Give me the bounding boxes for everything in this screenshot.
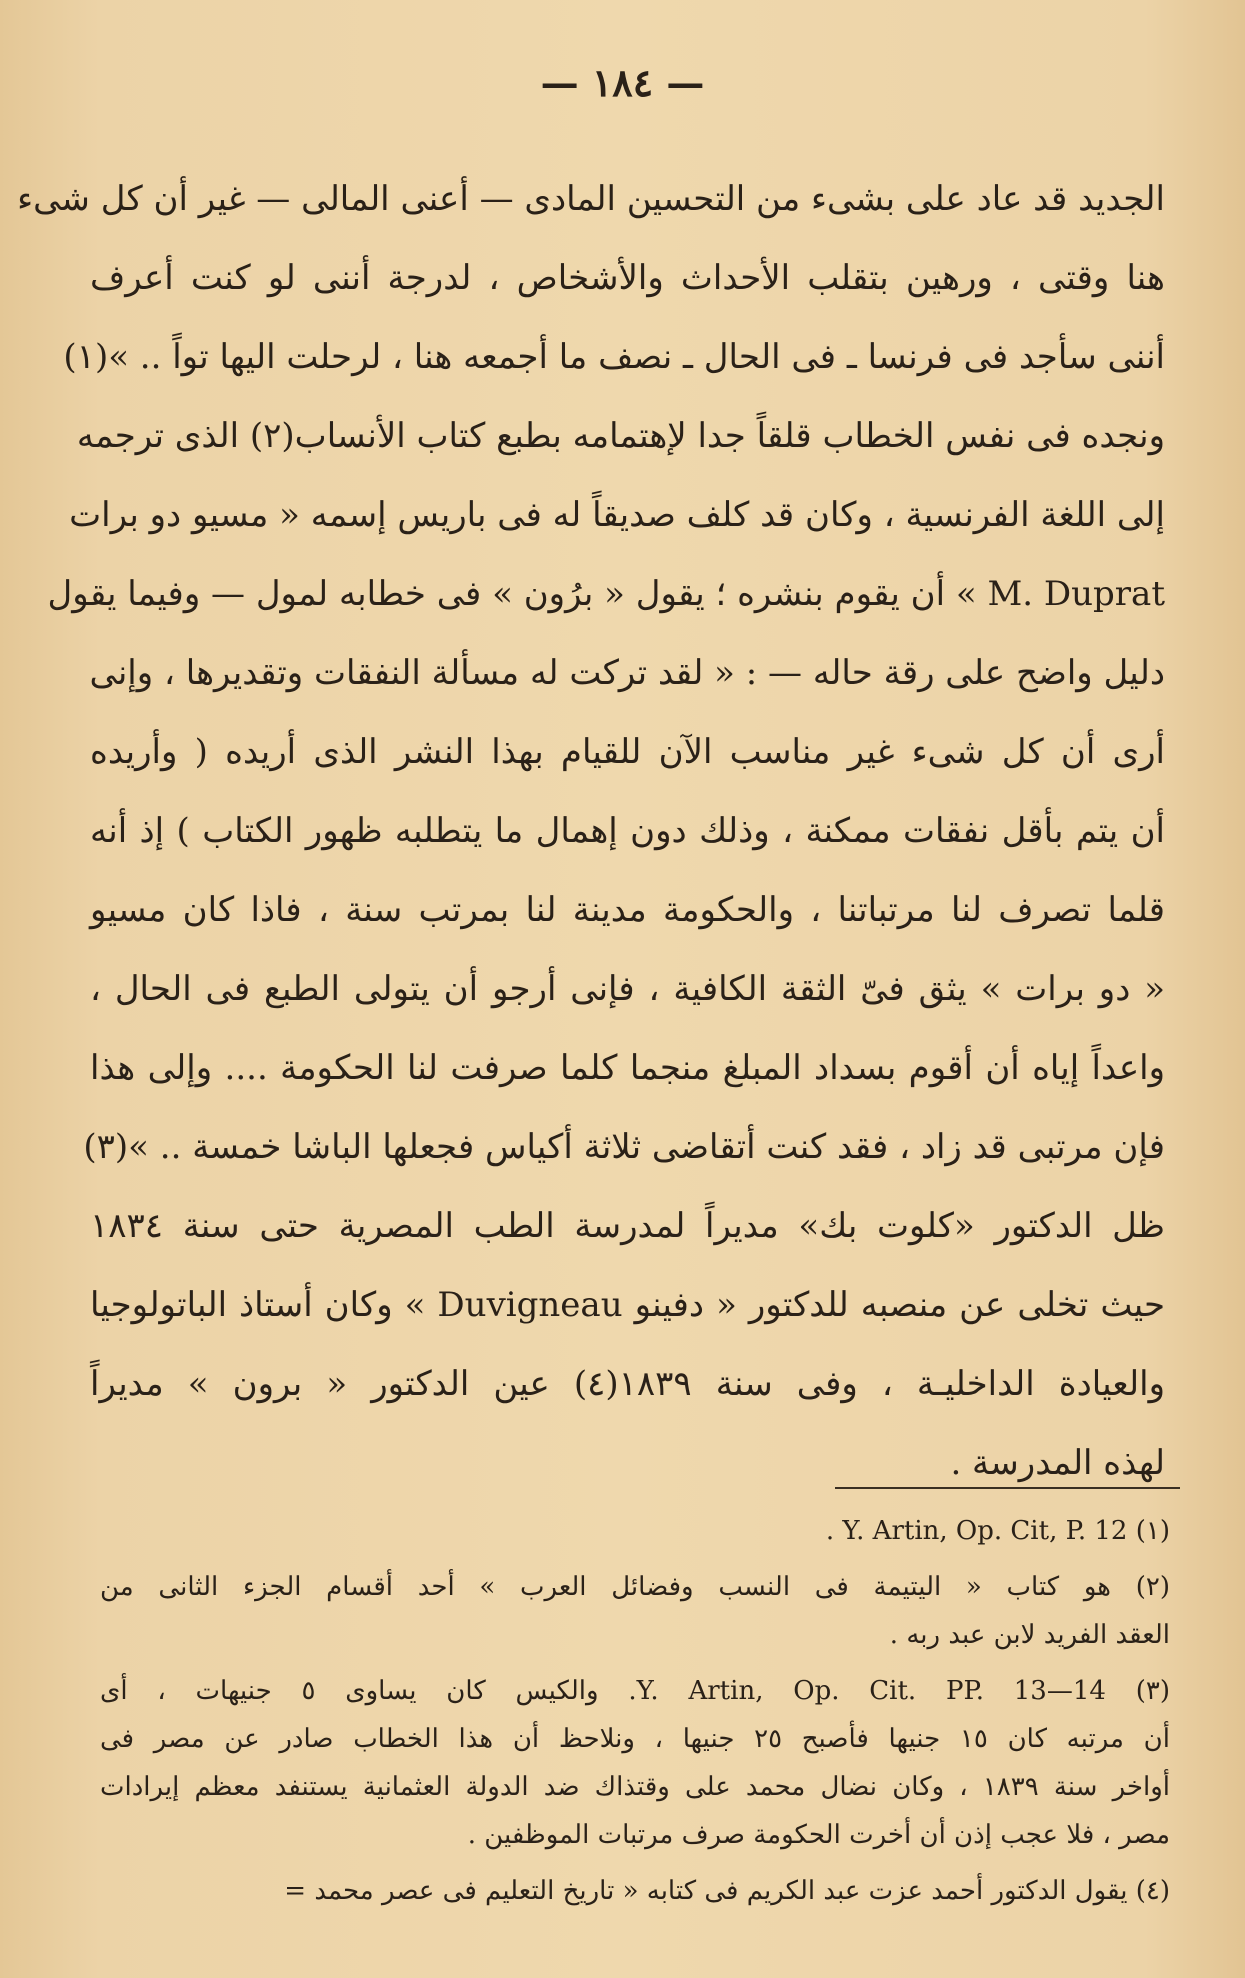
body-line: حيث تخلى عن منصبه للدكتور « دفينو Duvigneau » وكان أستاذ الباتولوجيا	[90, 1285, 1165, 1325]
body-line: لهذه المدرسة .	[950, 1443, 1165, 1483]
body-line: هنا وقتى ، ورهين بتقلب الأحداث والأشخاص ، لدرجة أننى لو كنت أعرف	[90, 258, 1165, 298]
footnote-2-continued: العقد الفريد لابن عبد ربه .	[889, 1620, 1170, 1650]
footnote-3-continued: مصر ، فلا عجب إذن أن أخرت الحكومة صرف مرتبات الموظفين .	[467, 1820, 1170, 1850]
body-text	[17, 160, 1165, 1503]
body-line: واعداً إياه أن أقوم بسداد المبلغ منجما كلما صرفت لنا الحكومة .... وإلى هذا	[90, 1048, 1165, 1088]
body-line: أننى سأجد فى فرنسا ـ فى الحال ـ نصف ما أجمعه هنا ، لرحلت اليها تواً .. »(١)	[63, 337, 1165, 377]
body-line: دليل واضح على رقة حاله — : « لقد تركت له مسألة النفقات وتقديرها ، وإنى	[89, 653, 1165, 693]
footnote-2: (٢) هو كتاب « اليتيمة فى النسب وفضائل العرب » أحد أقسام الجزء الثانى من	[100, 1572, 1170, 1602]
body-line: فإن مرتبى قد زاد ، فقد كنت أتقاضى ثلاثة أكياس فجعلها الباشا خمسة .. »(٣)	[83, 1127, 1165, 1167]
footnote-1: (١) Y. Artin, Op. Cit, P. 12 .	[825, 1516, 1170, 1546]
body-line: أن يتم بأقل نفقات ممكنة ، وذلك دون إهمال ما يتطلبه ظهور الكتاب ) إذ أنه	[90, 811, 1165, 851]
body-line: الجديد قد عاد على بشىء من التحسين المادى — أعنى المالى — غير أن كل شىء	[17, 179, 1165, 219]
body-line: قلما تصرف لنا مرتباتنا ، والحكومة مدينة لنا بمرتب سنة ، فاذا كان مسيو	[90, 890, 1165, 930]
body-line: « دو برات » يثق فىّ الثقة الكافية ، فإنى أرجو أن يتولى الطبع فى الحال ،	[90, 969, 1165, 1009]
footnote-3: (٣) Y. Artin, Op. Cit. PP. 13—14. والكيس كان يساوى ٥ جنيهات ، أى	[100, 1676, 1170, 1706]
body-line: M. Duprat » أن يقوم بنشره ؛ يقول « برُون » فى خطابه لمول — وفيما يقول	[47, 574, 1165, 614]
body-line: أرى أن كل شىء غير مناسب الآن للقيام بهذا النشر الذى أريده ( وأريده	[90, 732, 1165, 772]
body-line: ظل الدكتور «كلوت بك» مديراً لمدرسة الطب المصرية حتى سنة ١٨٣٤	[90, 1206, 1165, 1246]
body-line: ونجده فى نفس الخطاب قلقاً جدا لإهتمامه بطبع كتاب الأنساب(٢) الذى ترجمه	[76, 416, 1165, 456]
footnote-3-continued: أواخر سنة ١٨٣٩ ، وكان نضال محمد على وقتذاك ضد الدولة العثمانية يستنفد معظم إيرادات	[100, 1772, 1170, 1802]
footnote-4: (٤) يقول الدكتور أحمد عزت عبد الكريم فى كتابه « تاريخ التعليم فى عصر محمد =	[284, 1876, 1170, 1906]
page-number: — ١٨٤ —	[540, 60, 705, 105]
body-line: إلى اللغة الفرنسية ، وكان قد كلف صديقاً له فى باريس إسمه « مسيو دو برات	[69, 495, 1165, 535]
footnotes	[100, 1507, 1170, 1915]
footnote-divider	[835, 1487, 1180, 1489]
body-line: والعيادة الداخليـة ، وفى سنة ١٨٣٩(٤) عين الدكتور « برون » مديراً	[90, 1364, 1165, 1404]
footnote-3-continued: أن مرتبه كان ١٥ جنيها فأصبح ٢٥ جنيها ، ونلاحظ أن هذا الخطاب صادر عن مصر فى	[100, 1724, 1170, 1754]
